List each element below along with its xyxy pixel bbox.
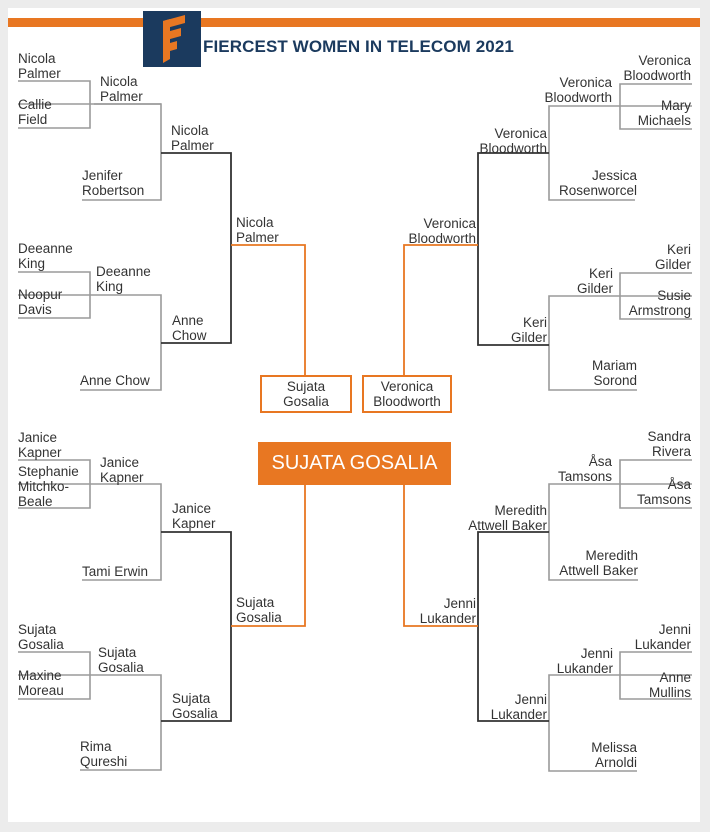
- contestant-name: Janice Kapner: [18, 430, 62, 460]
- round3-name: Keri Gilder: [510, 315, 547, 345]
- contestant-name: Jessica Rosenworcel: [558, 168, 637, 198]
- contestant-name: Maxine Moreau: [18, 668, 64, 698]
- contestant-name: Meredith Attwell Baker: [559, 548, 638, 578]
- contestant-name: Melissa Arnoldi: [591, 740, 637, 770]
- round3-name: Sujata Gosalia: [172, 691, 218, 721]
- bracket-connector: [404, 245, 478, 376]
- contestant-name: Deeanne King: [18, 241, 73, 271]
- page-title: FIERCEST WOMEN IN TELECOM 2021: [203, 37, 514, 56]
- contestant-name: Mary Michaels: [637, 98, 691, 128]
- contestant-name: Stephanie Mitchko- Beale: [18, 464, 79, 509]
- contestant-name: Mariam Sorond: [591, 358, 637, 388]
- round2-name: Åsa Tamsons: [557, 454, 612, 484]
- round4-name: Jenni Lukander: [419, 596, 476, 626]
- contestant-name: Rima Qureshi: [80, 739, 128, 769]
- contestant-name: Sandra Rivera: [647, 429, 691, 459]
- round3-name: Nicola Palmer: [171, 123, 214, 153]
- round4-name: Veronica Bloodworth: [408, 216, 476, 246]
- contestant-name: Susie Armstrong: [628, 288, 691, 318]
- contestant-name: Tami Erwin: [82, 564, 149, 579]
- finalist-right: Veronica Bloodworth: [362, 375, 452, 413]
- round2-name: Sujata Gosalia: [98, 645, 144, 675]
- finalist-left: Sujata Gosalia: [260, 375, 352, 413]
- contestant-name: Keri Gilder: [654, 242, 691, 272]
- contestant-name: Veronica Bloodworth: [623, 53, 691, 83]
- champion-badge: SUJATA GOSALIA: [258, 442, 451, 485]
- contestant-name: Nicola Palmer: [18, 51, 61, 81]
- contestant-name: Anne Chow: [80, 373, 150, 388]
- round3-name: Jenni Lukander: [490, 692, 547, 722]
- contestant-name: Noopur Davis: [18, 287, 63, 317]
- bracket-connector: [231, 245, 305, 376]
- round3-name: Meredith Attwell Baker: [468, 503, 547, 533]
- contestant-name: Sujata Gosalia: [18, 622, 64, 652]
- round2-name: Janice Kapner: [100, 455, 144, 485]
- round2-name: Veronica Bloodworth: [544, 75, 612, 105]
- contestant-name: Jenni Lukander: [634, 622, 691, 652]
- contestant-name: Callie Field: [18, 97, 52, 127]
- round2-name: Deeanne King: [96, 264, 151, 294]
- round3-name: Anne Chow: [172, 313, 207, 343]
- round2-name: Jenni Lukander: [556, 646, 613, 676]
- round3-name: Veronica Bloodworth: [479, 126, 547, 156]
- contestant-name: Anne Mullins: [648, 670, 691, 700]
- round2-name: Keri Gilder: [576, 266, 613, 296]
- contestant-name: Jenifer Robertson: [82, 168, 145, 198]
- round4-name: Nicola Palmer: [236, 215, 279, 245]
- round2-name: Nicola Palmer: [100, 74, 143, 104]
- round3-name: Janice Kapner: [172, 501, 216, 531]
- round4-name: Sujata Gosalia: [236, 595, 282, 625]
- contestant-name: Åsa Tamsons: [636, 477, 691, 507]
